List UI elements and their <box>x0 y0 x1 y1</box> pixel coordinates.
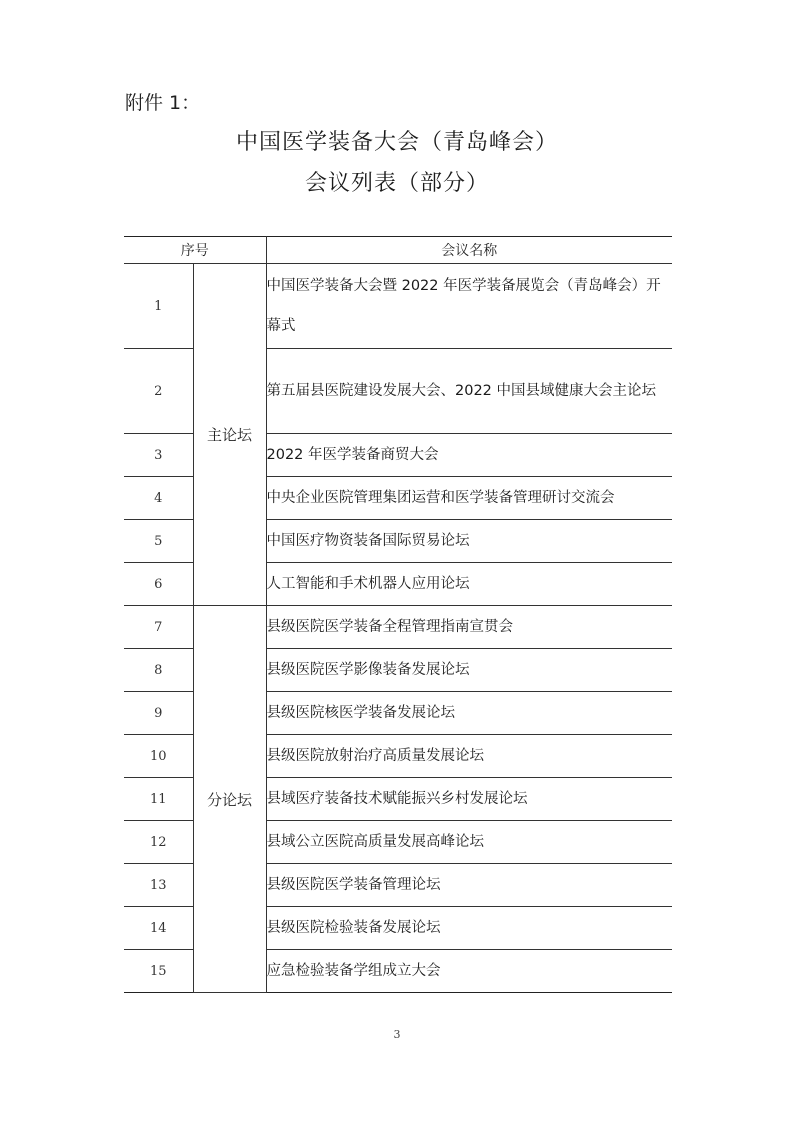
meeting-name: 人工智能和手术机器人应用论坛 <box>266 563 672 606</box>
category-main-forum: 主论坛 <box>193 264 266 606</box>
meeting-name: 县级医院医学装备管理论坛 <box>266 864 672 907</box>
row-number: 6 <box>124 563 193 606</box>
meeting-name: 中国医疗物资装备国际贸易论坛 <box>266 520 672 563</box>
table-row <box>124 264 672 349</box>
meeting-name: 县域公立医院高质量发展高峰论坛 <box>266 821 672 864</box>
row-number: 5 <box>124 520 193 563</box>
row-number: 1 <box>124 264 193 349</box>
meeting-name: 应急检验装备学组成立大会 <box>266 950 672 993</box>
meeting-name: 第五届县医院建设发展大会、2022 中国县域健康大会主论坛 <box>266 349 672 434</box>
table-header-row <box>124 237 672 264</box>
page-number: 3 <box>393 1028 401 1041</box>
header-meeting-name: 会议名称 <box>266 237 672 264</box>
meeting-name: 县级医院检验装备发展论坛 <box>266 907 672 950</box>
header-seq: 序号 <box>124 237 266 264</box>
attachment-label: 附件 1： <box>125 92 201 114</box>
document-subtitle: 会议列表（部分） <box>304 171 489 196</box>
document-title: 中国医学装备大会（青岛峰会） <box>235 130 558 155</box>
row-number: 14 <box>124 907 193 950</box>
meeting-name: 县级医院医学装备全程管理指南宣贯会 <box>266 606 672 649</box>
row-number: 15 <box>124 950 193 993</box>
row-number: 10 <box>124 735 193 778</box>
meeting-name: 中国医学装备大会暨 2022 年医学装备展览会（青岛峰会）开幕式 <box>266 264 672 349</box>
meeting-name: 县级医院放射治疗高质量发展论坛 <box>266 735 672 778</box>
meeting-name: 县级医院核医学装备发展论坛 <box>266 692 672 735</box>
row-number: 9 <box>124 692 193 735</box>
meeting-name: 县级医院医学影像装备发展论坛 <box>266 649 672 692</box>
row-number: 11 <box>124 778 193 821</box>
table-row <box>124 606 672 649</box>
row-number: 7 <box>124 606 193 649</box>
row-number: 8 <box>124 649 193 692</box>
meeting-name: 2022 年医学装备商贸大会 <box>266 434 672 477</box>
row-number: 2 <box>124 349 193 434</box>
category-sub-forum: 分论坛 <box>193 606 266 993</box>
meeting-list-table <box>124 236 672 993</box>
meeting-name: 中央企业医院管理集团运营和医学装备管理研讨交流会 <box>266 477 672 520</box>
row-number: 4 <box>124 477 193 520</box>
row-number: 13 <box>124 864 193 907</box>
meeting-name: 县域医疗装备技术赋能振兴乡村发展论坛 <box>266 778 672 821</box>
row-number: 3 <box>124 434 193 477</box>
row-number: 12 <box>124 821 193 864</box>
